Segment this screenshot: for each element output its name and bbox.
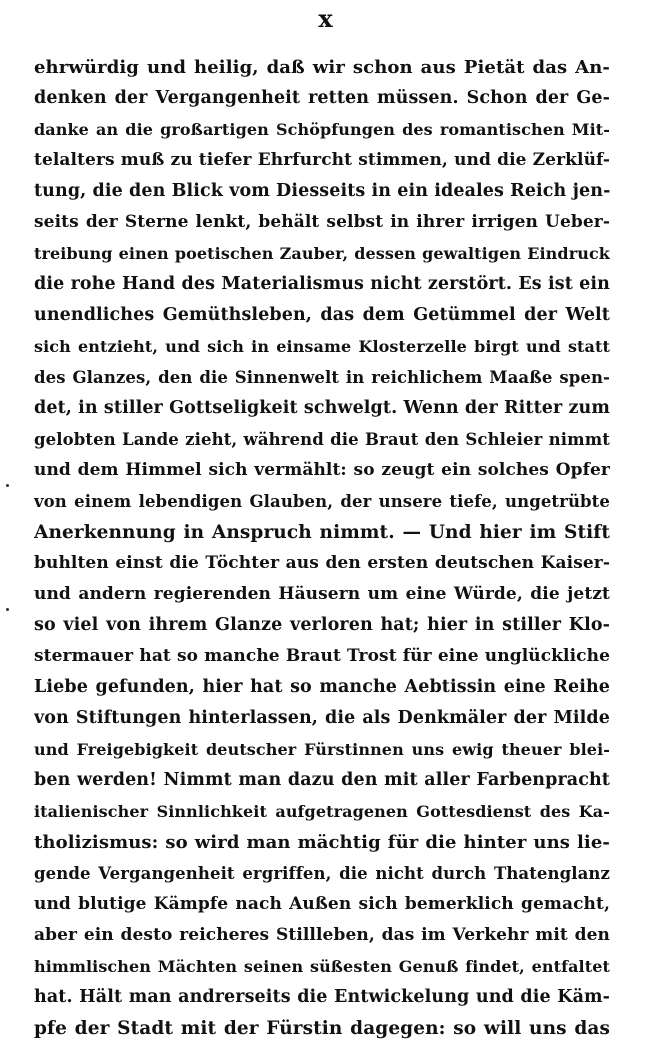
scan-speck xyxy=(6,608,9,611)
text-line: von Stiftungen hinterlassen, die als Denkmäler der Milde xyxy=(34,708,610,728)
text-line: seits der Sterne lenkt, behält selbst in ihrer irrigen Ueber- xyxy=(34,212,610,232)
text-line: von einem lebendigen Glauben, der unsere tiefe, ungetrübte xyxy=(34,492,610,511)
text-line: hat. Hält man andrerseits die Entwickelung und die Käm- xyxy=(34,987,610,1007)
text-line: so viel von ihrem Glanze verloren hat; hier in stiller Klo- xyxy=(34,615,610,635)
text-line: und blutige Kämpfe nach Außen sich bemerklich gemacht, xyxy=(34,894,610,914)
text-line: buhlten einst die Töchter aus den ersten deutschen Kaiser- xyxy=(34,553,610,573)
text-line: sich entzieht, und sich in einsame Klosterzelle birgt und statt xyxy=(34,337,610,356)
text-line: det, in stiller Gottseligkeit schwelgt. Wenn der Ritter zum xyxy=(34,398,610,418)
text-line: tung, die den Blick vom Diesseits in ein ideales Reich jen- xyxy=(34,181,610,201)
text-line: und andern regierenden Häusern um eine Würde, die jetzt xyxy=(34,584,610,604)
text-line: die rohe Hand des Materialismus nicht zerstört. Es ist ein xyxy=(34,274,610,294)
page-number: x xyxy=(318,4,334,33)
scan-speck xyxy=(6,484,9,487)
text-line: Anerkennung in Anspruch nimmt. — Und hier im Stift xyxy=(34,522,610,543)
text-line: denken der Vergangenheit retten müssen. Schon der Ge- xyxy=(34,88,610,108)
text-line: tholizismus: so wird man mächtig für die hinter uns lie- xyxy=(34,832,610,853)
text-line: aber ein desto reicheres Stillleben, das im Verkehr mit den xyxy=(34,925,610,945)
text-line: ehrwürdig und heilig, daß wir schon aus Pietät das An- xyxy=(34,57,610,78)
text-line: gelobten Lande zieht, während die Braut den Schleier nimmt xyxy=(34,430,610,449)
text-line: ben werden! Nimmt man dazu den mit aller Farbenpracht xyxy=(34,770,610,790)
text-line: italienischer Sinnlichkeit aufgetragenen Gottesdienst des Ka- xyxy=(34,802,610,821)
text-line: telalters muß zu tiefer Ehrfurcht stimmen, und die Zerklüf- xyxy=(34,150,610,170)
body-text xyxy=(34,52,610,1044)
text-line: stermauer hat so manche Braut Trost für eine unglückliche xyxy=(34,646,610,666)
text-line: unendliches Gemüthsleben, das dem Getümmel der Welt xyxy=(34,305,610,325)
text-line: Liebe gefunden, hier hat so manche Aebtissin eine Reihe xyxy=(34,677,610,697)
text-line: des Glanzes, den die Sinnenwelt in reichlichem Maaße spen- xyxy=(34,368,610,387)
text-line: pfe der Stadt mit der Fürstin dagegen: so will uns das xyxy=(34,1018,610,1039)
text-line: gende Vergangenheit ergriffen, die nicht durch Thatenglanz xyxy=(34,864,610,883)
text-line: und dem Himmel sich vermählt: so zeugt ein solches Opfer xyxy=(34,460,610,480)
text-line: danke an die großartigen Schöpfungen des romantischen Mit- xyxy=(34,120,610,139)
text-line: treibung einen poetischen Zauber, dessen gewaltigen Eindruck xyxy=(34,244,610,263)
text-line: himmlischen Mächten seinen süßesten Genuß findet, entfaltet xyxy=(34,957,610,976)
text-line: und Freigebigkeit deutscher Fürstinnen uns ewig theuer blei- xyxy=(34,740,610,759)
